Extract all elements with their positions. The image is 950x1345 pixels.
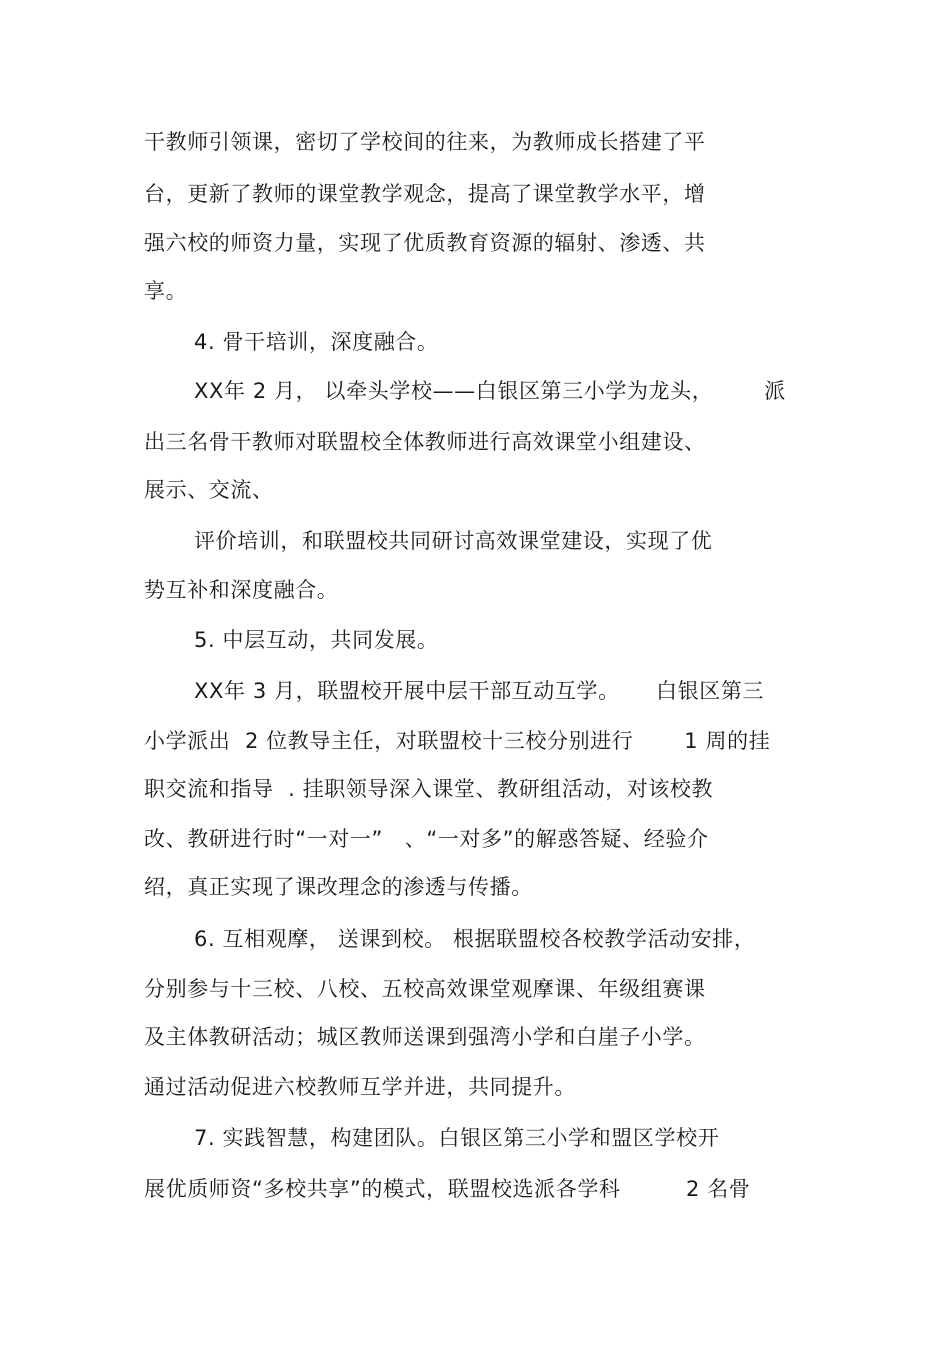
text-line: XX年 2 月， 以牵头学校——白银区第三小学为龙头， 派 [194,379,786,403]
section-heading: 7. 实践智慧，构建团队。白银区第三小学和盟区学校开 [194,1126,720,1150]
text-line: 改、教研进行时“一对一” 、“一对多”的解惑答疑、经验介 [144,827,709,851]
text-line: XX年 3 月，联盟校开展中层干部互动互学。 白银区第三 [194,679,765,703]
text-line: 评价培训，和联盟校共同研讨高效课堂建设，实现了优 [194,529,713,553]
text-line: 出三名骨干教师对联盟校全体教师进行高效课堂小组建设、 [144,430,706,454]
text-line: 小学派出 2 位教导主任，对联盟校十三校分别进行 1 周的挂 [144,729,771,753]
text-line: 绍，真正实现了课改理念的渗透与传播。 [144,875,533,899]
text-line: 展示、交流、 [144,478,274,502]
text-line: 通过活动促进六校教师互学并进，共同提升。 [144,1075,576,1099]
text-line: 台，更新了教师的课堂教学观念，提高了课堂教学水平，增 [144,182,706,206]
text-line: 强六校的师资力量，实现了优质教育资源的辐射、渗透、共 [144,231,706,255]
text-line: 分别参与十三校、八校、五校高效课堂观摩课、年级组赛课 [144,977,706,1001]
section-heading: 5. 中层互动，共同发展。 [194,628,439,652]
text-line: 职交流和指导 . 挂职领导深入课堂、教研组活动，对该校教 [144,777,714,801]
text-line: 势互补和深度融合。 [144,578,339,602]
text-line: 及主体教研活动；城区教师送课到强湾小学和白崖子小学。 [144,1025,706,1049]
section-heading: 4. 骨干培训，深度融合。 [194,330,439,354]
text-line: 展优质师资“多校共享”的模式，联盟校选派各学科 2 名骨 [144,1177,751,1201]
text-line: 干教师引领课，密切了学校间的往来，为教师成长搭建了平 [144,130,706,154]
section-heading: 6. 互相观摩， 送课到校。 根据联盟校各校教学活动安排， [194,927,756,951]
text-line: 享。 [144,279,188,303]
